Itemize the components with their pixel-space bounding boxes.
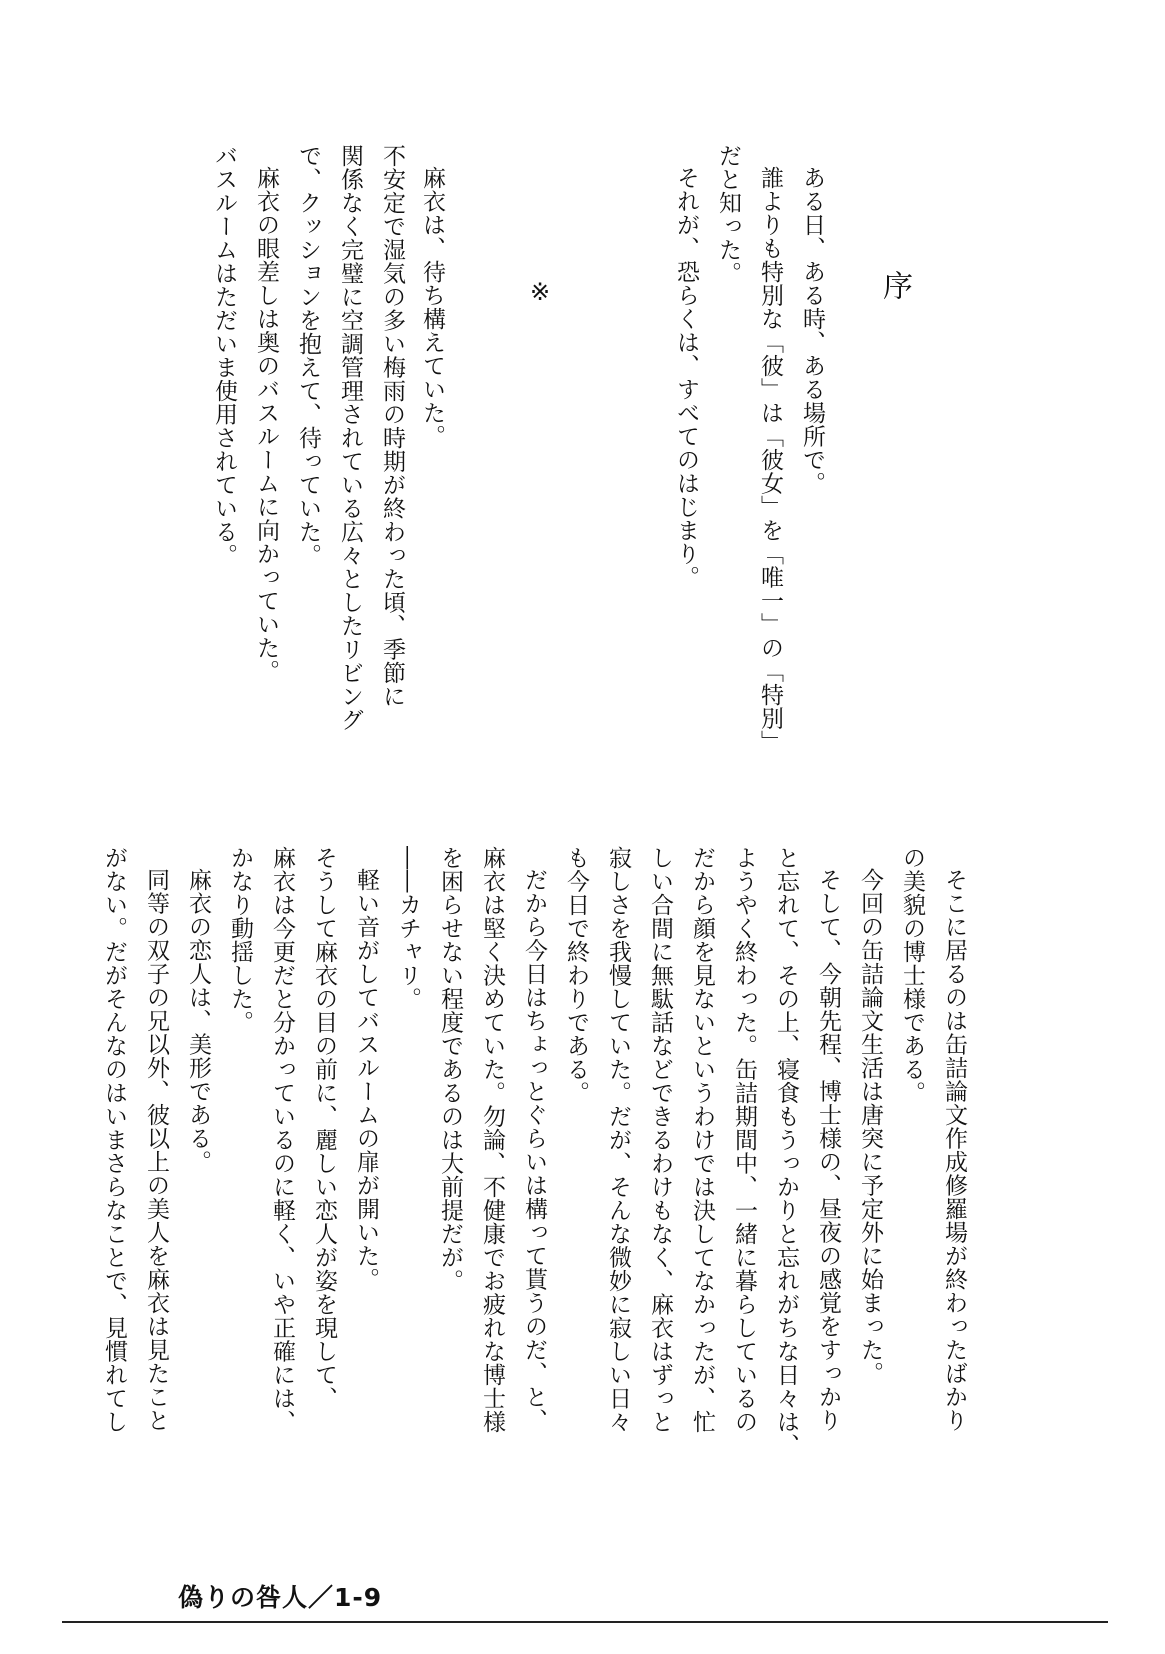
lower-line-19: 麻衣の恋人は、美形である。	[185, 868, 211, 1174]
section-heading: 序	[877, 270, 912, 300]
scene-break-mark: ※	[530, 278, 551, 306]
lower-line-10: も今日で終わりである。	[563, 846, 589, 1105]
upper-line-2: 誰よりも特別な「彼」は「彼女」を「唯一」の「特別」	[757, 166, 783, 754]
lower-line-3: 今回の缶詰論文生活は唐突に予定外に始まった。	[857, 868, 883, 1385]
lower-line-15: 軽い音がしてバスルームの扉が開いた。	[353, 868, 379, 1291]
lower-line-2: の美貌の博士様である。	[899, 846, 925, 1105]
lower-line-13: を困らせない程度であるのは大前提だが。	[437, 846, 463, 1293]
lower-line-11: だから今日はちょっとぐらいは構って貰うのだ、と、	[521, 868, 547, 1432]
upper-line-9: 麻衣の眼差しは奥のバスルームに向かっていた。	[253, 166, 279, 683]
upper-line-3: だと知った。	[715, 144, 741, 285]
lower-line-6: ようやく終わった。缶詰期間中、一緒に暮らしているの	[731, 846, 757, 1434]
lower-line-21: がない。だがそんなのはいまさらなことで、見慣れてし	[101, 846, 127, 1434]
lower-line-17: 麻衣は今更だと分かっているのに軽く、いや正確には、	[269, 846, 295, 1434]
lower-line-1: そこに居るのは缶詰論文作成修羅場が終わったばかり	[941, 868, 967, 1432]
lower-line-5: と忘れて、その上、寝食もうっかりと忘れがちな日々は、	[773, 846, 799, 1457]
lower-line-16: そうして麻衣の目の前に、麗しい恋人が姿を現して、	[311, 846, 337, 1410]
upper-line-4: それが、恐らくは、すべてのはじまり。	[673, 166, 699, 589]
upper-line-5: 麻衣は、待ち構えていた。	[419, 166, 445, 448]
lower-line-7: だから顔を見ないというわけでは決してなかったが、忙	[689, 846, 715, 1434]
upper-line-6: 不安定で湿気の多い梅雨の時期が終わった頃、季節に	[379, 144, 405, 708]
lower-line-14: ――カチャリ。	[395, 846, 421, 1011]
upper-line-7: 関係なく完璧に空調管理されている広々としたリビング	[337, 144, 363, 732]
upper-line-10: バスルームはただいま使用されている。	[211, 144, 237, 567]
lower-line-18: かなり動揺した。	[227, 846, 253, 1034]
lower-line-8: しい合間に無駄話などできるわけもなく、麻衣はずっと	[647, 846, 673, 1434]
footer-title: 偽りの咎人／1-9	[178, 1583, 383, 1612]
lower-line-9: 寂しさを我慢していた。だが、そんな微妙に寂しい日々	[605, 846, 631, 1434]
lower-line-4: そして、今朝先程、博士様の、昼夜の感覚をすっかり	[815, 868, 841, 1432]
upper-line-8: で、クッションを抱えて、待っていた。	[295, 144, 321, 567]
footer-rule	[62, 1621, 1108, 1623]
upper-line-1: ある日、ある時、ある場所で。	[799, 166, 825, 495]
lower-line-20: 同等の双子の兄以外、彼以上の美人を麻衣は見たこと	[143, 868, 169, 1432]
lower-line-12: 麻衣は堅く決めていた。勿論、不健康でお疲れな博士様	[479, 846, 505, 1434]
